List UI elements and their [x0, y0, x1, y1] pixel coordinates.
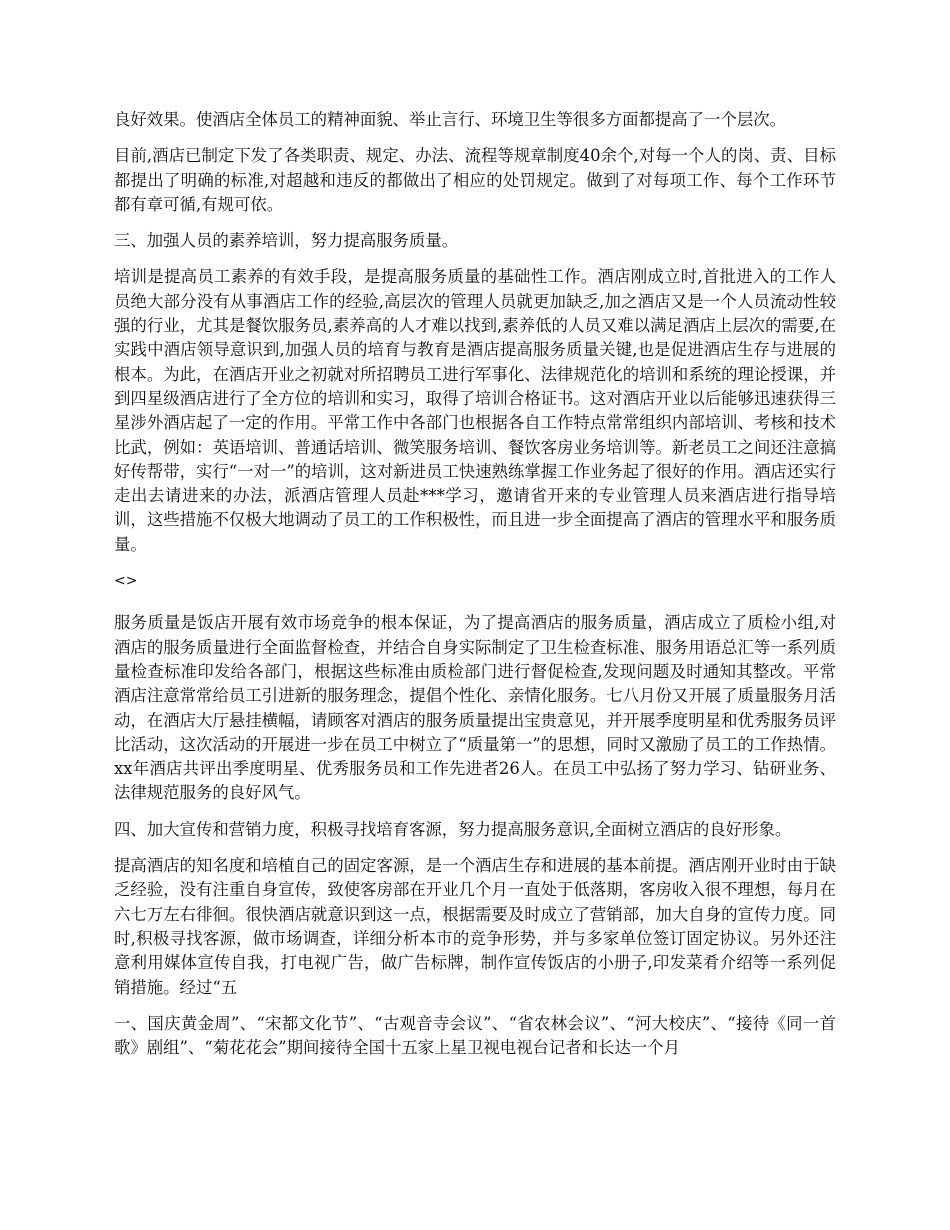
paragraph-training: 培训是提高员工素养的有效手段，是提高服务质量的基础性工作。酒店刚成立时,首批进入的工作人员绝大部分没有从事酒店工作的经验,高层次的管理人员就更加缺乏,加之酒店又是一个人员流动性较强的行业，尤其是餐饮服务员,素养高的人才难以找到,素养低的人员又难以满足酒店上层次的需要,在实践中酒店领导意识到,加强人员的培育与教育是酒店提高服务质量关键,也是促进酒店生存与进展的根本。为此，在酒店开业之初就对所招聘员工进行军事化、法律规范化的培训和系统的理论授课，并到四星级酒店进行了全方位的培训和实习，取得了培训合格证书。这对酒店开业以后能够迅速获得三星涉外酒店起了一定的作用。平常工作中各部门也根据各自工作特点常常组织内部培训、考核和技术比武，例如：英语培训、普通话培训、微笑服务培训、餐饮客房业务培训等。新老员工之间还注意搞好传帮带，实行“一对一”的培训，这对新进员工快速熟练掌握工作业务起了很好的作用。酒店还实行走出去请进来的办法，派酒店管理人员赴***学习，邀请省开来的专业管理人员来酒店进行指导培训，这些措施不仅极大地调动了员工的工作积极性，而且进一步全面提高了酒店的管理水平和服务质量。	[114, 267, 836, 554]
section-heading-4: 四、加大宣传和营销力度，积极寻找培育客源，努力提高服务意识,全面树立酒店的良好形象。	[114, 819, 792, 839]
paragraph-events: 一、国庆黄金周”、“宋都文化节”、“古观音寺会议”、“省农林会议”、“河大校庆”、“接待《同一首歌》剧组”、“菊花花会”期间接待全国十五家上星卫视电视台记者和长达一个月	[114, 1013, 836, 1058]
paragraph-service-quality: 服务质量是饭店开展有效市场竞争的根本保证，为了提高酒店的服务质量，酒店成立了质检小组,对酒店的服务质量进行全面监督检查，并结合自身实际制定了卫生检查标准、服务用语总汇等一系列质量检查标准印发给各部门，根据这些标准由质检部门进行督促检查,发现问题及时通知其整改。平常酒店注意常常给员工引进新的服务理念，提倡个性化、亲情化服务。七八月份又开展了质量服务月活动，在酒店大厅悬挂横幅，请顾客对酒店的服务质量提出宝贵意见，并开展季度明星和优秀服务员评比活动，这次活动的开展进一步在员工中树立了“质量第一”的思想，同时又激励了员工的工作热情。xx年酒店共评出季度明星、优秀服务员和工作先进者26人。在员工中弘扬了努力学习、钻研业务、法律规范服务的良好风气。	[114, 613, 836, 803]
paragraph-marketing: 提高酒店的知名度和培植自己的固定客源，是一个酒店生存和进展的基本前提。酒店刚开业时由于缺乏经验，没有注重自身宣传，致使客房部在开业几个月一直处于低落期，客房收入很不理想，每月在六七万左右徘徊。很快酒店就意识到这一点，根据需要及时成立了营销部，加大自身的宣传力度。同时,积极寻找客源，做市场调查，详细分析本市的竞争形势，并与多家单位签订固定协议。另外还注意利用媒体宣传自我，打电视广告，做广告标牌，制作宣传饭店的小册子,印发菜肴介绍等一系列促销措施。经过“五	[114, 856, 836, 997]
section-heading-3: 三、加强人员的素养培训，努力提高服务质量。	[114, 231, 459, 251]
document-body	[114, 108, 836, 1072]
angle-bracket-marker: <>	[114, 573, 138, 590]
paragraph-1: 良好效果。使酒店全体员工的精神面貌、举止言行、环境卫生等很多方面都提高了一个层次。	[114, 110, 787, 129]
paragraph-2: 目前,酒店已制定下发了各类职责、规定、办法、流程等规章制度40余个,对每一个人的岗、责、目标都提出了明确的标准,对超越和违反的都做出了相应的处罚规定。做到了对每项工作、每个工作环节都有章可循,有规可依。	[114, 146, 836, 214]
